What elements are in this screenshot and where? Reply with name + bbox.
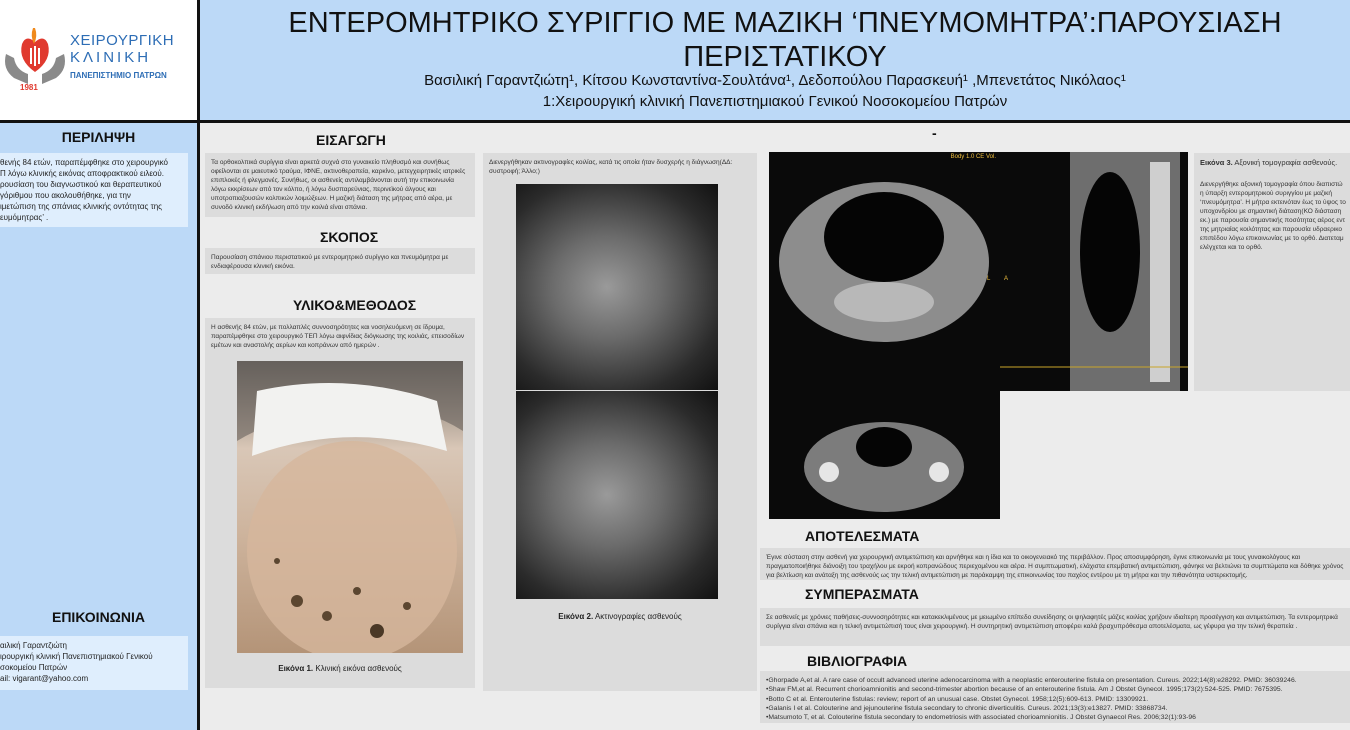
references-box <box>760 671 1350 723</box>
summary-line: ρουσίαση του διαγνωστικού και θεραπευτικού <box>0 180 162 189</box>
poster-affiliation: 1:Χειρουργική κλινική Πανεπιστημιακού Γενικού Νοσοκομείου Πατρών <box>542 93 1008 110</box>
methods-heading: ΥΛΙΚΟ&ΜΕΘΟΔΟΣ <box>293 297 417 313</box>
contact-line: σοκομείου Πατρών <box>0 663 68 672</box>
contact-heading: ΕΠΙΚΟΙΝΩΝΙΑ <box>51 609 146 625</box>
fig2-text: Ακτινογραφίες ασθενούς <box>593 612 682 621</box>
left-column <box>0 123 197 730</box>
fig3-line: υποχονδρίου με σημαντική διάταση(ΚΟ διάσταση <box>1200 208 1342 215</box>
summary-line: ευμόμητρας’ . <box>0 213 49 222</box>
ct-sagittal-illustration <box>1000 152 1188 391</box>
reference-item: •Shaw FM,et al. Recurrent chorioamnionitis and second-trimester abortion because of an enterouterine fistula. Am J Obstet Gynecol. 1995;173(2):524-525. PMID: 7675395. <box>766 686 1283 694</box>
aim-heading: ΣΚΟΠΟΣ <box>320 229 379 245</box>
summary-line: ιμετώπιση της σπάνιας κλινικής οντότητας της <box>0 202 163 211</box>
fig3-line: ελέγχεται και το ορθό. <box>1200 244 1263 251</box>
clinic-logo <box>0 0 197 120</box>
fig3-text: Αξονική τομογραφία ασθενούς. <box>1232 158 1338 167</box>
contact-box <box>0 636 188 690</box>
fig3-box <box>1194 153 1350 391</box>
results-text: Έγινε σύσταση στην ασθενή για χειρουργική αντιμετώπιση και αρνήθηκε και η ίδια και το οικογενειακό της περιβάλλον. Προς αποσυμφόρηση, έγινε επικοινωνία με τους γυναικολόγους και πραγματοποιήθηκε διάνοιξη του τραχήλου με εκροή κοπρανώδους περιεχομένου και αέρα. Η συμπτωματική, ελάχιστα επεμβατική αντιμετώπιση, φάνηκε να βελτιώνει τα συμπτώματα και δόθηκε χρόνος για βελτίωση και ανάταξη της ασθενούς ως την τελική αντιμετώπιση με παράκαμψη της επικοινωνίας του παχέος εντέρου με τη μήτρα και την πιθανότητα υστερεκτομής. <box>760 548 1350 580</box>
xray-text: Διενεργήθηκαν ακτινογραφίες κοιλίας, κατά τις οποία ήταν δυσχερής η διάγνωση(ΔΔ: συστροφή; Άλλο;) <box>489 159 733 175</box>
ct-marker-l: L <box>987 276 991 282</box>
xray-image-top <box>516 184 718 390</box>
ct-marker-a: A <box>1004 276 1009 282</box>
reference-item: •Ghorpade A,et al. A rare case of occult advanced uterine adenocarcinoma with a neoplastic enterouterine fistula on presentation. Cureus. 2022;14(8):e28292. PMID: 36039246. <box>766 677 1297 684</box>
summary-heading: ΠΕΡΙΛΗΨΗ <box>61 129 136 145</box>
poster-title: ΕΝΤΕΡΟΜΗΤΡΙΚΟ ΣΥΡΙΓΓΙΟ ΜΕ ΜΑΖΙΚΗ ‘ΠΝΕΥΜΟΜΗΤΡΑ’:ΠΑΡΟΥΣΙΑΣΗ ΠΕΡΙΣΤΑΤΙΚΟΥ <box>288 7 1282 73</box>
contact-line: αιλική Γαραντζιώτη <box>0 641 68 650</box>
contact-line: ail: vigarant@yahoo.com <box>0 674 89 683</box>
summary-line: Π λόγω κλινικής εικόνας αποφρακτικού ειλεού. <box>0 169 164 178</box>
intro-text: Τα ορθοκολπικά συρίγγια είναι αρκετά συχνά στο γυναικείο πληθυσμό και συνήθως οφείλονται σε μαιευτικό τραύμα, ΙΦΝΕ, ακτινοθεραπεία, καρκίνο, μετεγχειρητικές ιατρικές επιπλοκές ή φλεγμονές. Συνήθως, οι ασθενείς αντιλαμβάνονται αυτή την επικοινωνία λόγω εκκρίσεων από τον κόλπο, ή λόγω δυσπαρεύνιας, περινεϊκού άλγους και υποτροπιαζουσών κολπικών λοιμώξεων. Η μαζική διάταση της μήτρας από αέρα, με συνοδό κλινική εκδήλωση από την κοιλιά είναι σπάνια. <box>205 153 475 217</box>
methods-text: Η ασθενής 84 ετών, με πολλαπλές συννοσηρότητες και νοσηλευόμενη σε ίδρυμα, παραπέμφθηκε στο χειρουργικό ΤΕΠ λόγω αιφνίδιας διόγκωσης της κοιλιάς, επεισοδίων εμέτων και αναστολής αερίων και κοπράνων από ημερών . <box>211 324 465 349</box>
ct-sagittal-image <box>1000 152 1188 391</box>
hands-heart-icon <box>0 14 70 94</box>
summary-box <box>0 153 188 227</box>
poster-header <box>200 0 1350 120</box>
ct-dash: - <box>932 125 937 141</box>
poster-main <box>200 123 1350 730</box>
fig3-line: εκ.) με παρουσία σημαντικής ποσότητας αέρος εντ <box>1200 217 1346 224</box>
conclusions-heading: ΣΥΜΠΕΡΑΣΜΑΤΑ <box>805 586 919 602</box>
ct-axial-illustration <box>769 152 1000 519</box>
fig3-line: ‘πνευμόμητρα’. Η μήτρα εκτεινόταν έως το ύψος το <box>1200 199 1346 206</box>
clinical-photo <box>237 361 463 653</box>
fig3-line: Διενεργήθηκε αξονική τομογραφία όπου διαπιστώ <box>1200 181 1343 188</box>
reference-item: •Galanis I et al. Colouterine and jejunouterine fistula secondary to chronic diverticulitis. Cureus. 2021;13(3):e13827. PMID: 33868734. <box>766 704 1168 712</box>
fig1-text: Κλινική εικόνα ασθενούς <box>313 664 402 673</box>
poster-authors: Βασιλική Γαραντζιώτη¹, Κίτσου Κωνσταντίνα-Σουλτάνα¹, Δεδοπούλου Παρασκευή¹ ,Μπενετάτος Νικόλαος¹ <box>424 72 1126 89</box>
ct-scanner-label: Body 1.0 CE Vol. <box>950 154 996 160</box>
contact-line: ιρουργική κλινική Πανεπιστημιακού Γενικού <box>0 652 153 661</box>
summary-line: θενής 84 ετών, παραπέμφθηκε στο χειρουργικό <box>0 158 168 167</box>
conclusions-text: Σε ασθενείς με χρόνιες παθήσεις-συννοσηρότητες και κατακεκλιμένους με μειωμένο επίπεδο συνείδησης οι ψηλαφητές μάζες κοιλίας χρήζουν ιδιαίτερη προσέγγιση και αντιμετώπιση. Τα εντερομητρικά συρίγγια είναι σπάνια και η τελική αντιμετώπισή τους είναι χειρουργική. Η συντηρητική αντιμετώπιση αποφέρει καλά βραχυπρόθεσμα αποτελέσματα, ως γέφυρα για την τελική θεραπεία . <box>760 608 1350 646</box>
logo-line3: ΠΑΝΕΠΙΣΤΗΜΙΟ ΠΑΤΡΩΝ <box>70 71 167 80</box>
fig3-line: η ύπαρξη εντερομητρικού συριγγίου με μαζική <box>1200 190 1332 197</box>
fig3-line: της μητριαίας κοιλότητας και παρουσία υδραερικο <box>1200 226 1343 233</box>
fig1-label: Εικόνα 1. <box>278 664 314 673</box>
logo-line1: ΧΕΙΡΟΥΡΓΙΚΗ <box>70 32 175 49</box>
fig1-caption <box>205 664 475 673</box>
xray-image-bottom <box>516 391 718 599</box>
aim-text: Παρουσίαση σπάνιου περιστατικού με εντερομητρικό συρίγγιο και πνευμόμητρα με ενδιαφέρουσα κλινική εικόνα. <box>205 248 475 274</box>
logo-year: 1981 <box>20 83 38 92</box>
fig2-label: Εικόνα 2. <box>558 612 594 621</box>
intro-heading: ΕΙΣΑΓΩΓΗ <box>316 132 386 148</box>
summary-line: γόριθμου που ακολουθήθηκε, για την <box>0 191 131 200</box>
results-heading: ΑΠΟΤΕΛΕΣΜΑΤΑ <box>805 528 920 544</box>
references-heading: ΒΙΒΛΙΟΓΡΑΦΙΑ <box>807 653 908 669</box>
logo-line2: ΚΛΙΝΙΚΗ <box>70 49 152 66</box>
fig3-caption <box>1200 158 1344 168</box>
ct-axial-image <box>769 152 1000 519</box>
fig3-line: επιπέδου λόγω επικοινωνίας με το ορθό. Διατεταμ <box>1200 235 1344 242</box>
fig2-caption <box>483 612 757 621</box>
fig3-label: Εικόνα 3. <box>1200 158 1233 167</box>
reference-item: •Matsumoto T, et al. Colouterine fistula secondary to endometriosis with associated chorioamnionitis. J Obstet Gynaecol Res. 2006;32(1):93-96 <box>766 714 1196 722</box>
abdomen-illustration <box>237 361 463 653</box>
reference-item: •Botto C et al. Enterouterine fistulas: review; report of an unusual case. Obstet Gynecol. 1958;12(5):609-613. PMID: 13309921. <box>766 695 1149 703</box>
